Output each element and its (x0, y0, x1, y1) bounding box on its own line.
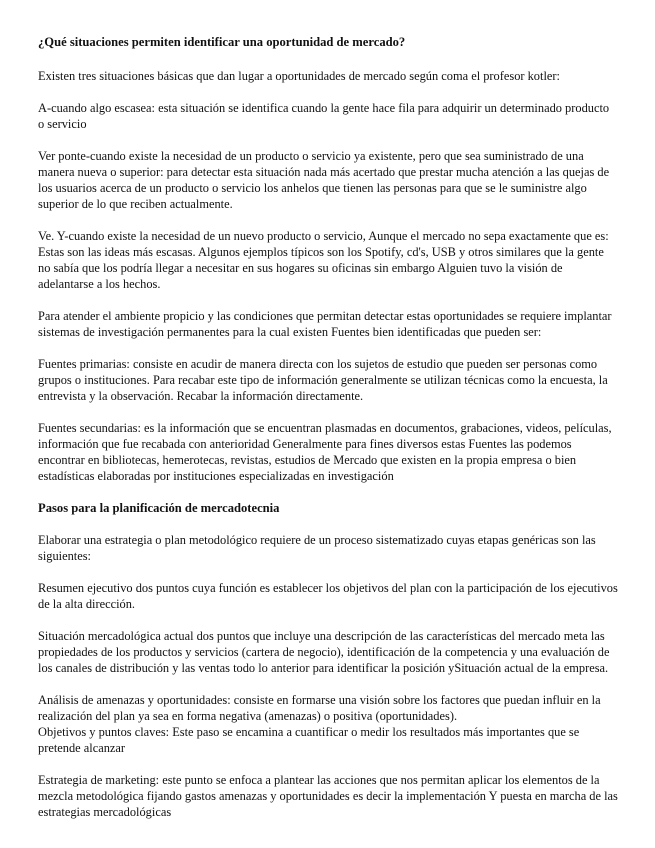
paragraph-case-a: A-cuando algo escasea: esta situación se identifica cuando la gente hace fila para adquirir un determinado producto o servicio (38, 101, 610, 131)
paragraph-market-situation: Situación mercadológica actual dos puntos que incluye una descripción de las características del mercado meta las propiedades de los productos y servicios (cartera de negocio), identificación de la competencia y una evaluación de los canales de distribución y las ventas todo lo anterior para identificar la posición ySituación actual de la empresa. (38, 629, 610, 675)
paragraph-case-b: Ver ponte-cuando existe la necesidad de un producto o servicio ya existente, pero que sea suministrado de una manera nueva o superior: para detectar esta situación nada más acertado que prestar mucha atención a las quejas de los usuarios acerca de un producto o servicio los anhelos que tienen las personas para que se le suministre algo superior de lo que reciben actualmente. (38, 149, 610, 211)
paragraph-threats-analysis: Análisis de amenazas y oportunidades: consiste en formarse una visión sobre los factores que puedan influir en la realización del plan ya sea en forma negativa (amenazas) o positiva (oportunidades). (38, 693, 601, 723)
paragraph-objectives: Objetivos y puntos claves: Este paso se encamina a cuantificar o medir los resultados más importantes que se pretende alcanzar (38, 725, 580, 755)
paragraph-intro: Existen tres situaciones básicas que dan lugar a oportunidades de mercado según coma el profesor kotler: (38, 69, 560, 83)
paragraph-research-intro: Para atender el ambiente propicio y las condiciones que permitan detectar estas oportunidades se requiere implantar sistemas de investigación permanentes para la cual existen Fuentes bien identificadas que pueden ser: (38, 309, 612, 339)
heading-marketing-planning: Pasos para la planificación de mercadotecnia (38, 501, 280, 515)
heading-market-opportunity: ¿Qué situaciones permiten identificar una oportunidad de mercado? (38, 35, 406, 49)
paragraph-marketing-strategy: Estrategia de marketing: este punto se enfoca a plantear las acciones que nos permitan aplicar los elementos de la mezcla metodológica fijando gastos amenazas y oportunidades es decir la implementación Y puesta en marcha de las estrategias mercadológicas (38, 773, 618, 819)
document-page (38, 34, 618, 820)
paragraph-secondary-sources: Fuentes secundarias: es la información que se encuentran plasmadas en documentos, grabaciones, videos, películas, información que fue recabada con anterioridad Generalmente para fines diversos estas Fuentes las podemos encontrar en bibliotecas, hemerotecas, revistas, estudios de Mercado que existen en la propia empresa o bien estadísticas elaboradas por instituciones especializadas en investigación (38, 421, 612, 483)
paragraph-executive-summary: Resumen ejecutivo dos puntos cuya función es establecer los objetivos del plan con la participación de los ejecutivos de la alta dirección. (38, 581, 618, 611)
paragraph-strategy-intro: Elaborar una estrategia o plan metodológico requiere de un proceso sistematizado cuyas etapas genéricas son las siguientes: (38, 533, 596, 563)
paragraph-case-c: Ve. Y-cuando existe la necesidad de un nuevo producto o servicio, Aunque el mercado no sepa exactamente que es: Estas son las ideas más escasas. Algunos ejemplos típicos son los Spotify, cd's, USB y otros similares que la gente no sabía que los podría llegar a necesitar en sus hogares su oficinas sin embargo Alguien tuvo la visión de adelantarse a los hechos. (38, 229, 609, 291)
paragraph-primary-sources: Fuentes primarias: consiste en acudir de manera directa con los sujetos de estudio que pueden ser personas como grupos o instituciones. Para recabar este tipo de información generalmente se utilizan técnicas como la encuesta, la entrevista y la observación. Recabar la información directamente. (38, 357, 608, 403)
